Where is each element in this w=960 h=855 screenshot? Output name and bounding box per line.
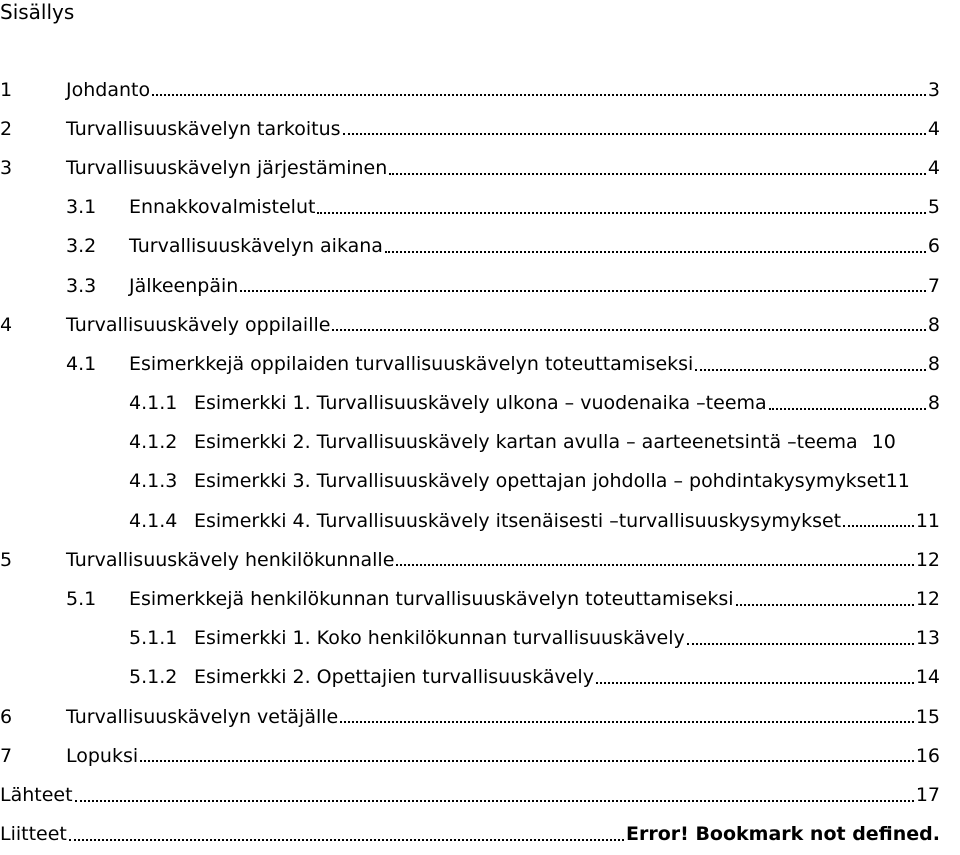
toc-leader-dots — [389, 172, 926, 175]
toc-entry-page-error: Error! Bookmark not defined. — [626, 823, 940, 846]
toc-entry-page: 3 — [927, 78, 940, 101]
toc-entry-number: 4.1 — [66, 352, 97, 375]
toc-entry-page: 4 — [927, 156, 940, 179]
toc-entry-text: Turvallisuuskävelyn aikana — [129, 235, 383, 258]
toc-entry-number: 3.3 — [66, 274, 97, 297]
toc-entry-page: 10 — [871, 431, 896, 454]
toc-leader-dots — [75, 799, 914, 802]
toc-entry[interactable] — [0, 148, 940, 187]
table-of-contents — [0, 70, 940, 854]
toc-entry-text: Turvallisuuskävelyn tarkoitus — [66, 117, 341, 140]
toc-leader-dots — [140, 759, 914, 762]
toc-entry-text: Jälkeenpäin — [129, 274, 239, 297]
toc-entry[interactable] — [0, 579, 940, 618]
toc-entry-text: Esimerkki 1. Turvallisuuskävely ulkona – vuodenaika –teema — [194, 392, 767, 415]
toc-entry-number: 1 — [0, 78, 13, 101]
toc-entry-number: 4 — [0, 313, 13, 336]
toc-entry-number: 4.1.3 — [129, 470, 178, 493]
toc-leader-dots — [769, 407, 926, 410]
toc-entry[interactable] — [0, 266, 940, 305]
toc-entry-number: 3.1 — [66, 196, 97, 219]
toc-entry[interactable] — [0, 70, 940, 109]
toc-entry-text: Esimerkki 2. Turvallisuuskävely kartan avulla – aarteenetsintä –teema — [194, 431, 858, 454]
toc-entry[interactable] — [0, 384, 940, 423]
toc-entry-number: 5 — [0, 548, 13, 571]
toc-entry-page: 4 — [927, 117, 940, 140]
toc-leader-dots — [596, 681, 914, 684]
toc-entry[interactable] — [0, 815, 940, 854]
toc-entry-page: 16 — [915, 744, 940, 767]
toc-entry-number: 6 — [0, 705, 13, 728]
toc-entry[interactable] — [0, 736, 940, 775]
toc-entry-page: 17 — [915, 783, 940, 806]
toc-leader-dots — [332, 328, 925, 331]
toc-entry-text: Lähteet — [0, 783, 73, 806]
toc-entry-text: Esimerkkejä henkilökunnan turvallisuuskävelyn toteuttamiseksi — [129, 588, 734, 611]
toc-entry-number: 4.1.1 — [129, 392, 178, 415]
toc-entry-page: 15 — [915, 705, 940, 728]
toc-entry-text: Esimerkki 4. Turvallisuuskävely itsenäisesti –turvallisuuskysymykset — [194, 509, 842, 532]
toc-entry-text: Ennakkovalmistelut — [129, 196, 316, 219]
toc-leader-dots — [695, 368, 926, 371]
toc-entry-number: 2 — [0, 117, 13, 140]
toc-leader-dots — [396, 563, 913, 566]
toc-entry-page: 12 — [915, 548, 940, 571]
toc-entry-text: Turvallisuuskävelyn vetäjälle — [66, 705, 339, 728]
toc-entry-page: 11 — [885, 470, 910, 493]
toc-leader-dots — [69, 838, 624, 841]
toc-entry-text: Lopuksi — [66, 744, 139, 767]
toc-entry[interactable] — [0, 697, 940, 736]
toc-entry[interactable] — [0, 344, 940, 383]
toc-entry[interactable] — [0, 227, 940, 266]
toc-entry-page: 8 — [927, 313, 940, 336]
toc-entry-number: 5.1 — [66, 588, 97, 611]
toc-entry-text: Esimerkkejä oppilaiden turvallisuuskävelyn toteuttamiseksi — [129, 352, 694, 375]
toc-entry-number: 4.1.4 — [129, 509, 178, 532]
toc-entry-page: 13 — [915, 627, 940, 650]
toc-entry-page: 5 — [927, 196, 940, 219]
toc-entry-number: 3 — [0, 156, 13, 179]
toc-entry[interactable] — [0, 109, 940, 148]
toc-leader-dots — [317, 211, 925, 214]
toc-entry-text: Liitteet — [0, 823, 67, 846]
toc-entry[interactable] — [0, 775, 940, 814]
toc-entry-text: Esimerkki 3. Turvallisuuskävely opettajan johdolla – pohdintakysymykset — [194, 470, 886, 493]
toc-leader-dots — [843, 524, 914, 527]
toc-leader-dots — [240, 289, 926, 292]
toc-entry-number: 5.1.1 — [129, 627, 178, 650]
toc-entry[interactable] — [0, 462, 940, 501]
toc-entry-page: 14 — [915, 666, 940, 689]
toc-leader-dots — [340, 720, 914, 723]
toc-entry-page: 8 — [927, 352, 940, 375]
toc-entry-text: Turvallisuuskävely henkilökunnalle — [66, 548, 395, 571]
toc-entry-text: Turvallisuuskävelyn järjestäminen — [66, 156, 388, 179]
toc-entry[interactable] — [0, 188, 940, 227]
toc-entry[interactable] — [0, 501, 940, 540]
toc-entry-number: 7 — [0, 744, 13, 767]
toc-entry-number: 5.1.2 — [129, 666, 178, 689]
toc-leader-dots — [736, 603, 914, 606]
toc-entry-page: 11 — [915, 509, 940, 532]
toc-leader-dots — [385, 250, 926, 253]
toc-leader-dots — [343, 132, 926, 135]
toc-entry-text: Esimerkki 2. Opettajien turvallisuuskävely — [194, 666, 594, 689]
toc-entry[interactable] — [0, 619, 940, 658]
toc-entry-page: 7 — [927, 274, 940, 297]
toc-entry-page: 6 — [927, 235, 940, 258]
toc-entry-text: Johdanto — [66, 78, 151, 101]
toc-entry-text: Turvallisuuskävely oppilaille — [66, 313, 331, 336]
toc-entry-text: Esimerkki 1. Koko henkilökunnan turvallisuuskävely — [194, 627, 685, 650]
toc-leader-dots — [152, 93, 926, 96]
toc-entry[interactable] — [0, 423, 940, 462]
toc-entry-page: 8 — [927, 392, 940, 415]
toc-entry[interactable] — [0, 658, 940, 697]
toc-entry[interactable] — [0, 540, 940, 579]
toc-entry-number: 4.1.2 — [129, 431, 178, 454]
toc-leader-dots — [687, 642, 914, 645]
toc-entry-number: 3.2 — [66, 235, 97, 258]
toc-entry[interactable] — [0, 305, 940, 344]
toc-entry-page: 12 — [915, 588, 940, 611]
page-title: Sisällys — [0, 0, 75, 24]
